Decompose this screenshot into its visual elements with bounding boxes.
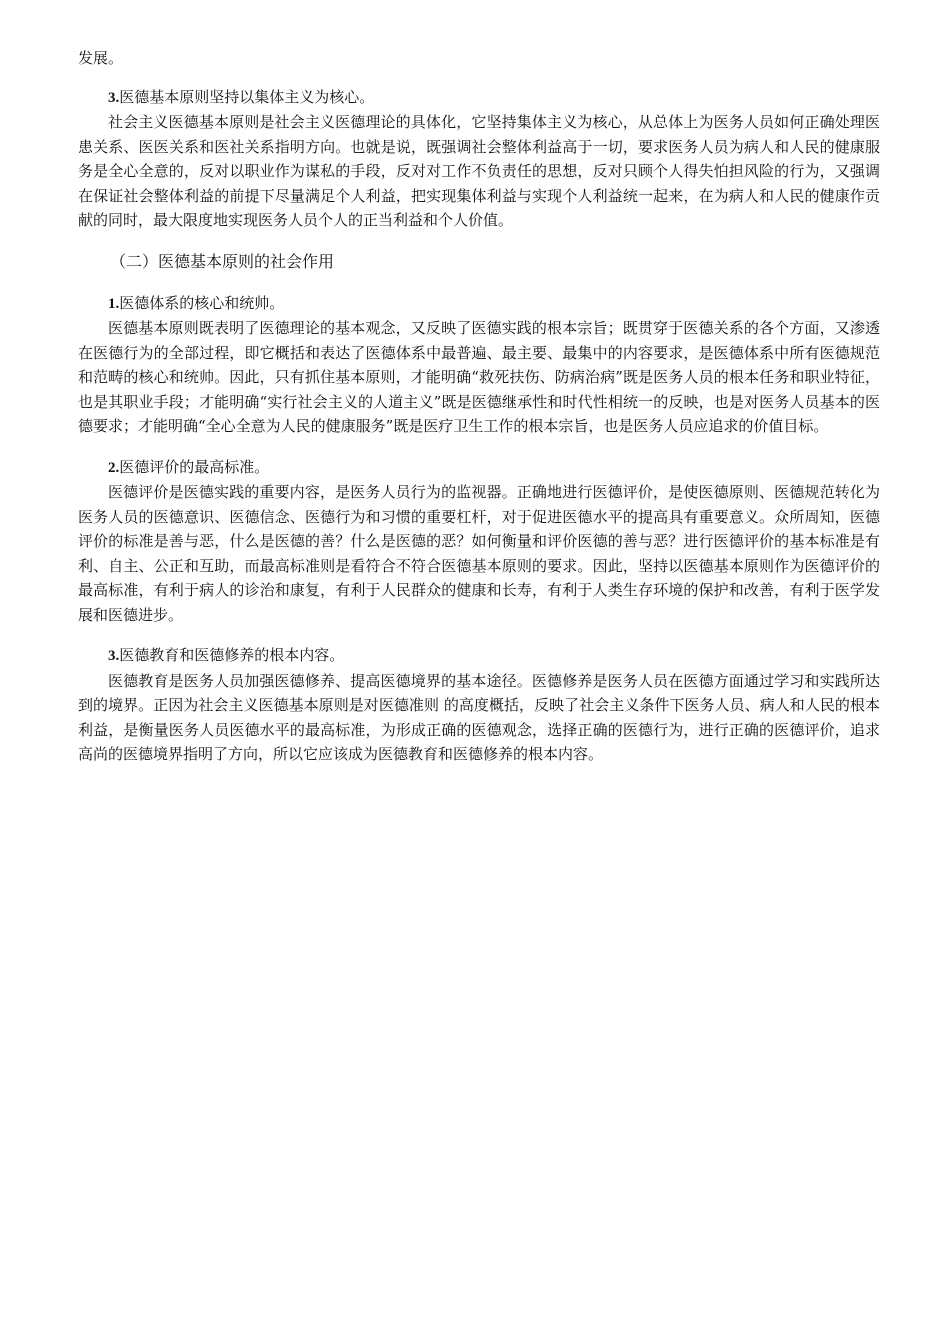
section-number: 3.	[108, 89, 120, 106]
subsection-body: 医德评价是医德实践的重要内容，是医务人员行为的监视器。正确地进行医德评价，是使医德原则、医德规范转化为医务人员的医德意识、医德信念、医德行为和习惯的重要杠杆，对于促进医德水平的提高具有重要意义。众所周知，医德评价的标准是善与恶，什么是医德的善？什么是医德的恶？如何衡量和评价医德的善与恶？进行医德评价的基本标准是有利、自主、公正和互助，而最高标准则是看符合不符合医德基本原则的要求。因此，坚持以医德基本原则作为医德评价的最高标准，有利于病人的诊治和康复，有利于人民群众的健康和长寿，有利于人类生存环境的保护和改善，有利于医学发展和医德进步。	[78, 483, 880, 624]
subsection-number: 2.	[108, 459, 120, 476]
subsection-heading	[78, 291, 880, 317]
subsection-heading	[78, 455, 880, 481]
document-content	[78, 46, 880, 767]
spacer	[78, 233, 880, 249]
subsection-heading-text: 医德体系的核心和统帅。	[119, 293, 285, 312]
subheading: （二）医德基本原则的社会作用	[110, 251, 335, 271]
spacer	[78, 627, 880, 643]
section-heading-text: 医德基本原则坚持以集体主义为核心。	[119, 87, 375, 106]
subsection-number: 1.	[108, 295, 120, 312]
spacer	[78, 275, 880, 291]
spacer	[78, 439, 880, 455]
subsection-heading	[78, 643, 880, 669]
subsection-body: 医德基本原则既表明了医德理论的基本观念，又反映了医德实践的根本宗旨；既贯穿于医德关系的各个方面，又渗透在医德行为的全部过程，即它概括和表达了医德体系中最普遍、最主要、最集中的内容要求，是医德体系中所有医德规范和范畴的核心和统帅。因此，只有抓住基本原则，才能明确“救死扶伤、防病治病”既是医务人员的根本任务和职业特征，也是其职业手段；才能明确“实行社会主义的人道主义”既是医德继承性和时代性相统一的反映，也是对医务人员基本的医德要求；才能明确“全心全意为人民的健康服务”既是医疗卫生工作的根本宗旨，也是医务人员应追求的价值目标。	[78, 319, 880, 435]
subsection-body: 医德教育是医务人员加强医德修养、提高医德境界的基本途径。医德修养是医务人员在医德方面通过学习和实践所达到的境界。正因为社会主义医德基本原则是对医德准则 的高度概括，反映了社会主义条件下医务人员、病人和人民的根本利益，是衡量医务人员医德水平的最高标准，为形成正确的医德观念，选择正确的医德行为，进行正确的医德评价，追求高尚的医德境界指明了方向，所以它应该成为医德教育和医德修养的根本内容。	[78, 671, 880, 763]
section-body: 社会主义医德基本原则是社会主义医德理论的具体化，它坚持集体主义为核心，从总体上为医务人员如何正确处理医患关系、医医关系和医社关系指明方向。也就是说，既强调社会整体利益高于一切，要求医务人员为病人和人民的健康服务是全心全意的，反对以职业作为谋私的手段，反对对工作不负责任的思想，反对只顾个人得失怕担风险的行为，又强调在保证社会整体利益的前提下尽量满足个人利益，把实现集体利益与实现个人利益统一起来，在为病人和人民的健康作贡献的同时，最大限度地实现医务人员个人的正当利益和个人价值。	[78, 113, 880, 229]
spacer	[78, 71, 880, 85]
subsection-heading-text: 医德评价的最高标准。	[119, 457, 270, 476]
section-heading	[78, 85, 880, 111]
subsection-number: 3.	[108, 648, 120, 664]
subsection-heading-text: 医德教育和医德修养的根本内容。	[119, 646, 345, 664]
lead-fragment: 发展。	[78, 49, 124, 67]
